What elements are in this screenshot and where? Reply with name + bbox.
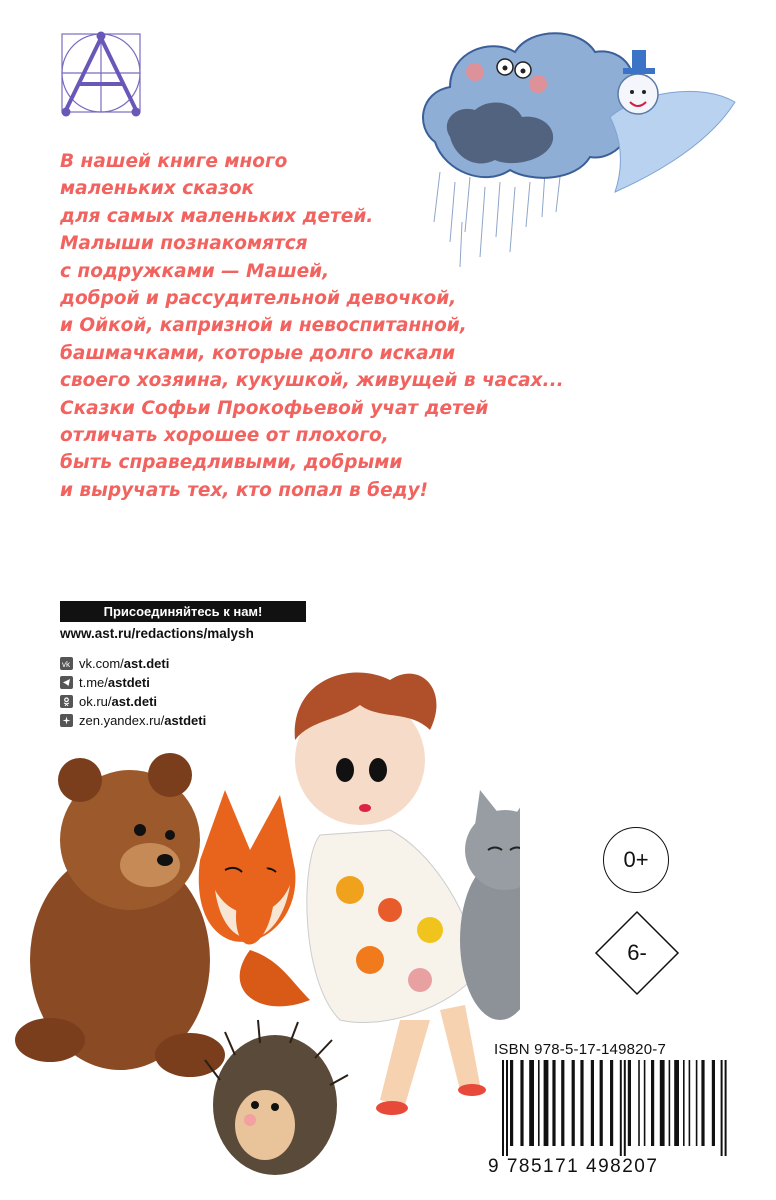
- barcode-bar: [721, 1060, 723, 1156]
- barcode-bar: [696, 1060, 698, 1146]
- social-prefix: zen.yandex.ru/: [79, 713, 165, 728]
- hedgehog-figure: [205, 1020, 348, 1175]
- blurb-line: своего хозяина, кукушкой, живущей в часах...: [60, 370, 564, 392]
- barcode-bar: [506, 1060, 508, 1156]
- barcode: [488, 1060, 750, 1180]
- barcode-bar: [689, 1060, 691, 1146]
- blurb-line: отличать хорошее от плохого,: [60, 425, 389, 447]
- social-prefix: ok.ru/: [79, 694, 112, 709]
- isbn-label: ISBN 978-5-17-149820-7: [494, 1041, 667, 1058]
- barcode-bar: [510, 1060, 513, 1146]
- barcode-bar: [683, 1060, 685, 1146]
- blurb-line: и Ойкой, капризной и невоспитанной,: [60, 315, 467, 337]
- blurb-line: с подружками — Машей,: [60, 260, 330, 282]
- barcode-bars: [488, 1060, 750, 1156]
- barcode-bar: [580, 1060, 583, 1146]
- barcode-bar: [638, 1060, 640, 1146]
- barcode-bar: [674, 1060, 679, 1146]
- barcode-bar: [610, 1060, 613, 1146]
- blurb-line: для самых маленьких детей.: [60, 205, 374, 227]
- barcode-bar: [624, 1060, 626, 1156]
- barcode-bar: [591, 1060, 594, 1146]
- fox-figure: [199, 790, 310, 1006]
- social-handle: astdeti: [164, 713, 207, 728]
- join-us-banner: Присоединяйтесь к нам!: [60, 601, 306, 622]
- barcode-bar: [529, 1060, 534, 1146]
- blurb-line: В нашей книге много: [60, 151, 288, 172]
- blurb-line: и выручать тех, кто попал в беду!: [60, 479, 429, 501]
- cat-figure: [460, 785, 520, 1020]
- barcode-bar: [701, 1060, 704, 1146]
- social-prefix: vk.com/: [79, 656, 124, 671]
- social-handle: ast.deti: [111, 694, 158, 709]
- barcode-digits: 9 785171 498207: [488, 1156, 659, 1177]
- publisher-logo: [58, 28, 144, 120]
- barcode-bar: [572, 1060, 575, 1146]
- blurb-line: башмачками, которые долго искали: [60, 342, 456, 364]
- barcode-bar: [651, 1060, 654, 1146]
- characters-illustration: [10, 660, 520, 1200]
- bear-figure: [15, 753, 225, 1077]
- barcode-bar: [644, 1060, 646, 1146]
- barcode-bar: [725, 1060, 727, 1156]
- barcode-bar: [660, 1060, 665, 1146]
- barcode-bar: [561, 1060, 564, 1146]
- blurb-line: доброй и рассудительной девочкой,: [60, 288, 457, 310]
- barcode-bar: [502, 1060, 504, 1156]
- blurb-line: Сказки Софьи Прокофьевой учат детей: [60, 397, 489, 419]
- book-description: [60, 148, 564, 504]
- social-prefix: t.me/: [79, 675, 108, 690]
- barcode-bar: [538, 1060, 540, 1146]
- age-rating-circle: 0+: [603, 827, 669, 893]
- age-rating-diamond: [594, 910, 680, 996]
- barcode-bar: [712, 1060, 715, 1146]
- age-rating-diamond-text: 6-: [627, 940, 647, 965]
- barcode-bar: [600, 1060, 603, 1146]
- blurb-line: Малыши познакомятся: [60, 233, 308, 255]
- blurb-line: маленьких сказок: [60, 178, 255, 200]
- barcode-bar: [628, 1060, 631, 1146]
- barcode-bar: [544, 1060, 549, 1146]
- website-link[interactable]: www.ast.ru/redactions/malysh: [60, 626, 254, 641]
- social-handle: ast.deti: [123, 656, 170, 671]
- blurb-line: быть справедливыми, добрыми: [60, 452, 403, 474]
- barcode-bar: [552, 1060, 555, 1146]
- barcode-bar: [669, 1060, 671, 1146]
- social-handle: astdeti: [107, 675, 150, 690]
- barcode-bar: [520, 1060, 523, 1146]
- barcode-bar: [620, 1060, 622, 1156]
- svg-text:vk: vk: [62, 660, 70, 668]
